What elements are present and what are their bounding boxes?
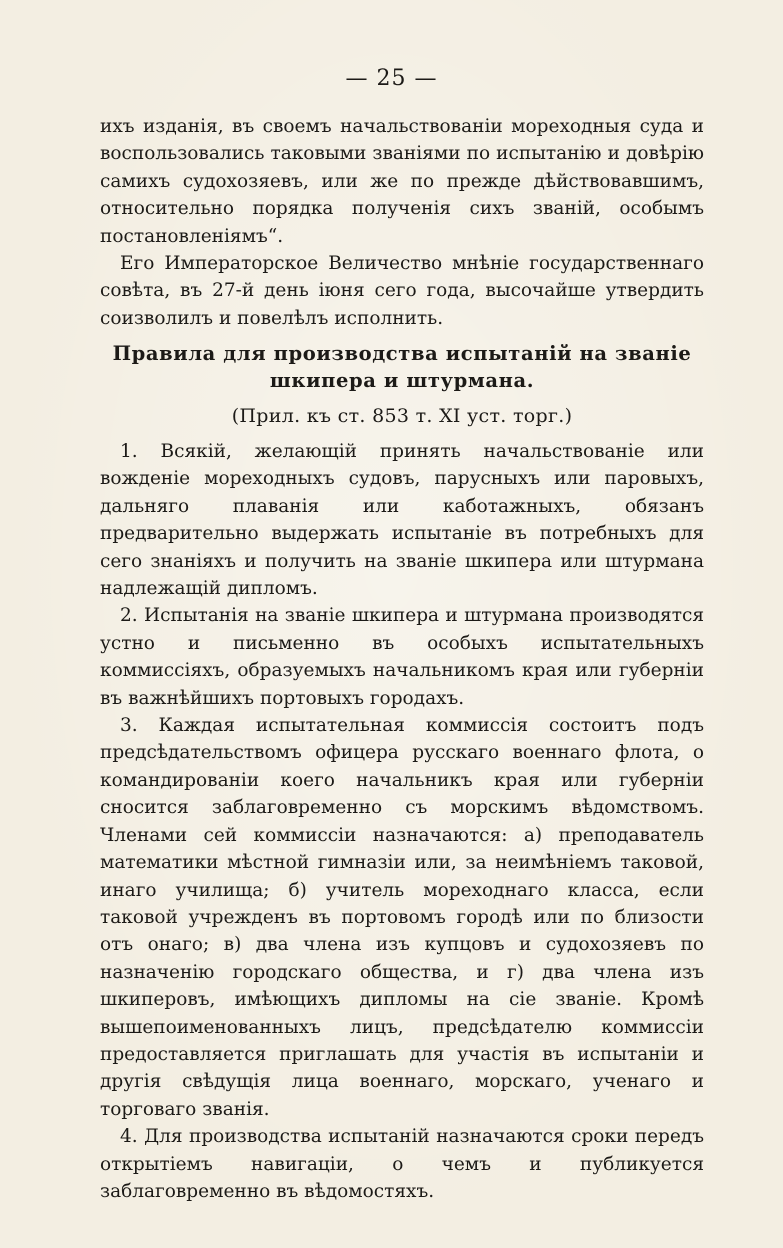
intro-text	[100, 113, 704, 332]
rule-paragraph-3: 3. Каждая испытательная коммиссія состоитъ подъ предсѣдательствомъ офицера русскаго военнаго флота, о командированіи коего начальникъ края или губерніи сносится заблаговременно съ морскимъ вѣдомствомъ. Членами сей коммиссіи назначаются: а) преподаватель математики мѣстной гимназіи или, за неимѣніемъ таковой, инаго училища; б) учитель мореходнаго класса, если таковой учрежденъ въ портовомъ городѣ или по близости отъ онаго; в) два члена изъ купцовъ и судохозяевъ по назначенію городскаго общества, и г) два члена изъ шкиперовъ, имѣющихъ дипломы на сіе званіе. Кромѣ вышепоименованныхъ лицъ, предсѣдателю коммиссіи предоставляется приглашать для участія въ испытаніи и другія свѣдущія лица военнаго, морскаго, ученаго и торговаго званія.	[100, 715, 704, 1120]
page-number: — 25 —	[345, 66, 438, 91]
rule-paragraph-1: 1. Всякій, желающій принять начальствованіе или вожденіе мореходныхъ судовъ, парусныхъ или паровыхъ, дальняго плаванія или каботажныхъ, обязанъ предварительно выдержать испытаніе въ потребныхъ для сего знаніяхъ и получить на званіе шкипера или штурмана надлежащій дипломъ.	[100, 441, 704, 600]
rule-paragraph-2: 2. Испытанія на званіе шкипера и штурмана производятся устно и письменно въ особыхъ испытательныхъ коммиссіяхъ, образуемыхъ начальникомъ края или губерніи въ важнѣйшихъ портовыхъ городахъ.	[100, 605, 704, 709]
rules-list	[100, 438, 704, 1205]
intro-paragraph-2: Его Императорское Величество мнѣніе государственнаго совѣта, въ 27-й день іюня сего года, высочайше утвердить соизволилъ и повелѣлъ исполнить.	[100, 253, 704, 329]
intro-paragraph-1: ихъ изданія, въ своемъ начальствованіи мореходныя суда и воспользовались таковыми званіями по испытанію и довѣрію самихъ судохозяевъ, или же по прежде дѣйствовавшимъ, относительно порядка полученія сихъ званій, особымъ постановленіямъ“.	[100, 116, 704, 247]
rule-paragraph-4: 4. Для производства испытаній назначаются сроки передъ открытіемъ навигаціи, о чемъ и публикуется заблаговременно въ вѣдомостяхъ.	[100, 1126, 704, 1202]
section-heading: Правила для производства испытаній на званіе шкипера и штурмана.	[112, 342, 692, 392]
legal-reference: (Прил. къ ст. 853 т. XI уст. торг.)	[231, 405, 573, 427]
